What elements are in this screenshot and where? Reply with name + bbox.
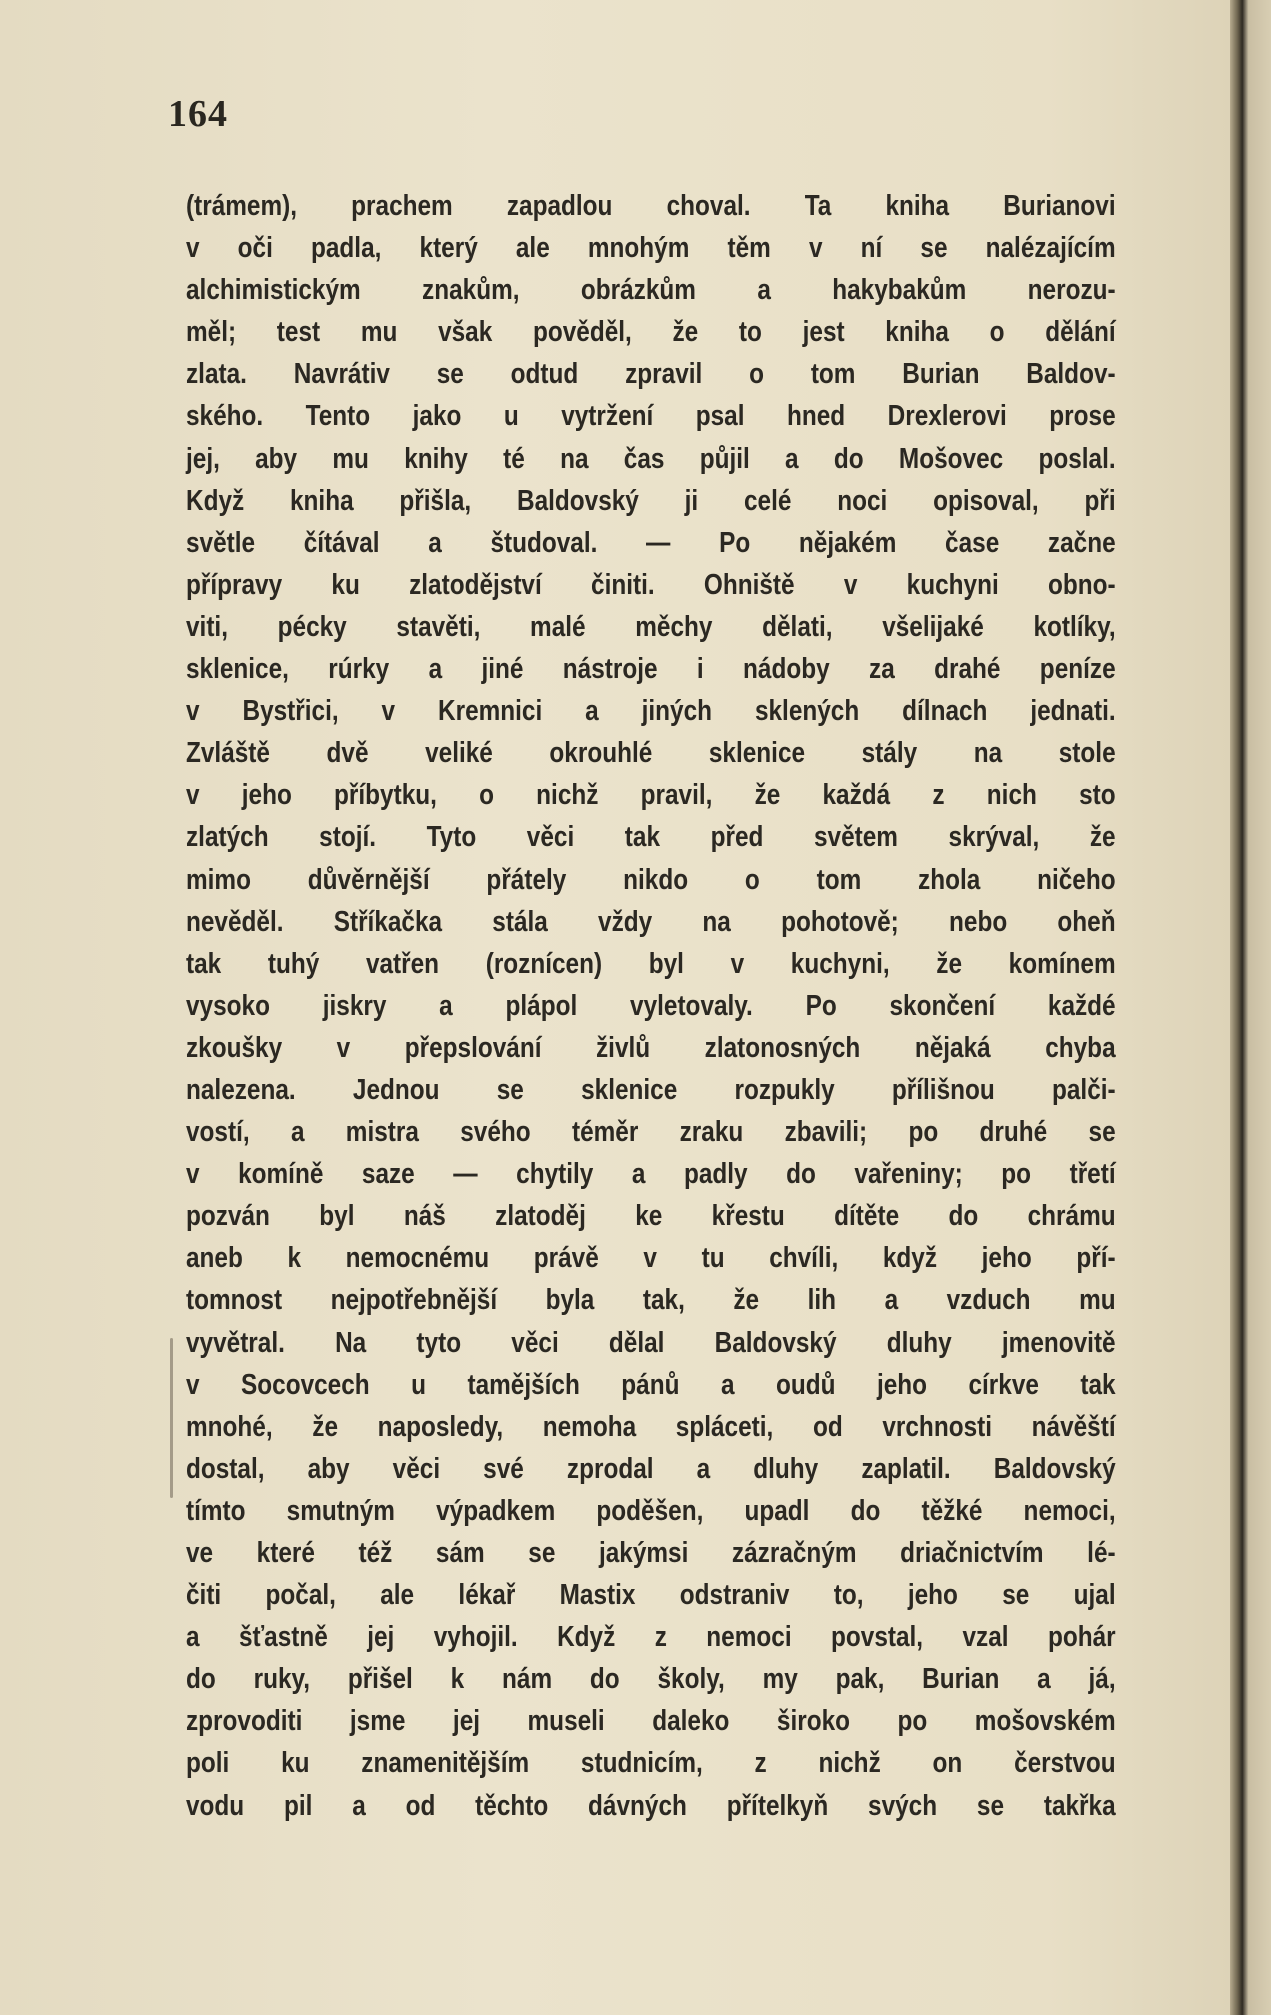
text-line: pozván byl náš zlatoděj ke křestu dítěte do chrámu — [186, 1200, 1116, 1233]
text-line: Zvláště dvě veliké okrouhlé sklenice stály na stole — [186, 737, 1116, 770]
text-line: aneb k nemocnému právě v tu chvíli, když jeho pří- — [186, 1242, 1116, 1275]
text-line: vysoko jiskry a plápol vyletovaly. Po skončení každé — [186, 989, 1116, 1022]
text-line: vyvětral. Na tyto věci dělal Baldovský dluhy jmenovitě — [186, 1326, 1116, 1359]
text-line: zlatých stojí. Tyto věci tak před světem skrýval, že — [186, 821, 1116, 854]
text-line: vostí, a mistra svého téměr zraku zbavili; po druhé se — [186, 1116, 1116, 1149]
text-line: nalezena. Jednou se sklenice rozpukly přílišnou palči- — [186, 1073, 1116, 1106]
text-line: Když kniha přišla, Baldovský ji celé noci opisoval, při — [186, 484, 1116, 517]
book-spine-edge — [1230, 0, 1271, 2015]
text-line: zkoušky v přepslování živlů zlatonosných nějaká chyba — [186, 1031, 1116, 1064]
margin-pencil-mark — [170, 1338, 173, 1498]
text-line: měl; test mu však pověděl, že to jest kniha o dělání — [186, 316, 1116, 349]
text-line: poli ku znamenitějším studnicím, z nichž on čerstvou — [186, 1747, 1116, 1780]
text-line: do ruky, přišel k nám do školy, my pak, Burian a já, — [186, 1663, 1116, 1696]
text-line: tímto smutným výpadkem poděšen, upadl do těžké nemoci, — [186, 1494, 1116, 1527]
text-line: zlata. Navrátiv se odtud zpravil o tom Burian Baldov- — [186, 358, 1116, 391]
text-line: v Bystřici, v Kremnici a jiných sklených dílnach jednati. — [186, 695, 1116, 728]
text-line: zprovoditi jsme jej museli daleko široko po mošovském — [186, 1705, 1116, 1738]
text-line: alchimistickým znakům, obrázkům a hakybakům nerozu- — [186, 274, 1116, 307]
text-line: mimo důvěrnější přátely nikdo o tom zhola ničeho — [186, 863, 1116, 896]
text-line: přípravy ku zlatodějství činiti. Ohniště v kuchyni obno- — [186, 568, 1116, 601]
text-line: ského. Tento jako u vytržení psal hned Drexlerovi prose — [186, 400, 1116, 433]
text-line: nevěděl. Stříkačka stála vždy na pohotově; nebo oheň — [186, 905, 1116, 938]
text-line: mnohé, že naposledy, nemoha spláceti, od vrchnosti návěští — [186, 1410, 1116, 1443]
text-line: v oči padla, který ale mnohým těm v ní se nalézajícím — [186, 232, 1116, 265]
text-line: tak tuhý vatřen (roznícen) byl v kuchyni, že komínem — [186, 947, 1116, 980]
text-line: světle čítával a študoval. — Po nějakém čase začne — [186, 526, 1116, 559]
text-line: čiti počal, ale lékař Mastix odstraniv to, jeho se ujal — [186, 1579, 1116, 1612]
body-text — [186, 185, 1116, 1827]
text-line: dostal, aby věci své zprodal a dluhy zaplatil. Baldovský — [186, 1452, 1116, 1485]
text-line: ve které též sám se jakýmsi zázračným driačnictvím lé- — [186, 1537, 1116, 1569]
text-line: jej, aby mu knihy té na čas půjil a do Mošovec poslal. — [186, 442, 1116, 475]
text-line: v jeho příbytku, o nichž pravil, že každá z nich sto — [186, 779, 1116, 812]
text-line: viti, pécky stavěti, malé měchy dělati, všelijaké kotlíky, — [186, 610, 1116, 643]
text-line: sklenice, rúrky a jiné nástroje i nádoby za drahé peníze — [186, 653, 1116, 686]
text-line: v komíně saze — chytily a padly do vařeniny; po třetí — [186, 1158, 1116, 1191]
text-line: v Socovcech u tamějších pánů a oudů jeho církve tak — [186, 1368, 1116, 1401]
text-line: a šťastně jej vyhojil. Když z nemoci povstal, vzal pohár — [186, 1621, 1116, 1654]
text-line: vodu pil a od těchto dávných přítelkyň svých se takřka — [186, 1789, 1116, 1822]
text-line: tomnost nejpotřebnější byla tak, že lih a vzduch mu — [186, 1284, 1116, 1317]
page-number: 164 — [168, 93, 228, 135]
text-line: (trámem), prachem zapadlou choval. Ta kniha Burianovi — [186, 190, 1116, 222]
